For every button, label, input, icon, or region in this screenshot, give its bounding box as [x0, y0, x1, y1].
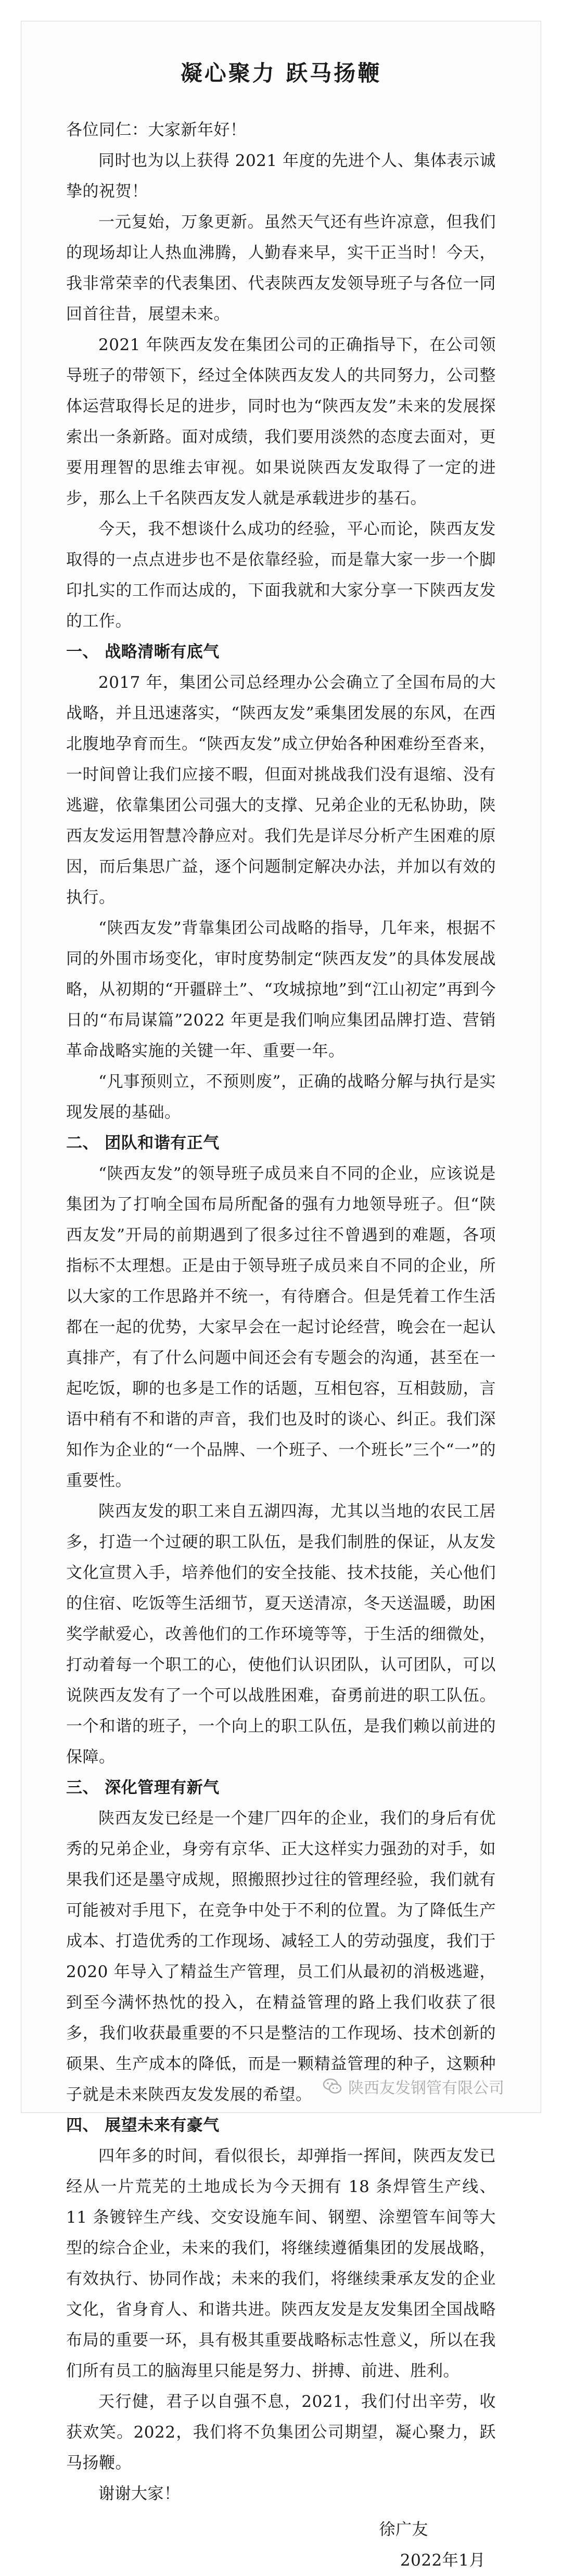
section-1-paragraph: “凡事预则立，不预则废”，正确的战略分解与执行是实现发展的基础。 — [66, 1072, 496, 1122]
greeting: 各位同仁：大家新年好！ — [66, 121, 247, 139]
section-4-paragraph: 四年多的时间，看似很长，却弹指一挥间，陕西友发已经从一片荒芜的土地成长为今天拥有 18 条焊管生产线、11 条镀锌生产线、交安设施车间、钢塑、涂塑管车间等大型的综合企业，未来的我们，将继续遵循集团的发展战略，有效执行、协同作战；未来的我们，将继续秉承友发的企业文化，省身育人、和谐共进。陕西友发是友发集团全国战略布局的重要一环，具有极其重要战略标志性意义，所以在我们所有员工的脑海里只能是努力、拼搏、前进、胜利。 — [66, 2147, 496, 2380]
signature-date: 2022年1月 — [400, 2551, 486, 2570]
watermark — [322, 2075, 504, 2098]
section-heading-1: 一、 战略清晰有底气 — [66, 643, 220, 661]
section-1-paragraph: “陕西友发”背靠集团公司战略的指导，几年来，根据不同的外围市场变化，审时度势制定“陕西友发”的具体发展战略，从初期的“开疆辟土”、“攻城掠地”到“江山初定”再到今日的“布局谋篇”2022 年更是我们响应集团品牌打造、营销革命战略实施的关键一年、重要一年。 — [66, 919, 496, 1060]
section-heading-3: 三、 深化管理有新气 — [66, 1778, 220, 1797]
intro-paragraph: 一元复始，万象更新。虽然天气还有些许凉意，但我们的现场却让人热血沸腾，人勤春来早，实干正当时！今天，我非常荣幸的代表集团、代表陕西友发领导班子与各位一同回首往昔，展望未来。 — [66, 213, 496, 324]
wechat-bubble-icon — [322, 2076, 343, 2097]
letter-page — [21, 21, 541, 2570]
closing-thanks: 谢谢大家！ — [98, 2484, 181, 2503]
section-2-paragraph: “陕西友发”的领导班子成员来自不同的企业，应该说是集团为了打响全国布局所配备的强有力地领导班子。但“陕西友发”开局的前期遇到了很多过往不曾遇到的难题，各项指标不太理想。正是由于领导班子成员来自不同的企业，所以大家的工作思路并不统一，有待磨合。但是凭着工作生活都在一起的优势，大家早会在一起讨论经营，晚会在一起认真排产，有了什么问题中间还会有专题会的沟通，甚至在一起吃饭，聊的也多是工作的话题，互相包容，互相鼓励，言语中稍有不和谐的声音，我们也及时的谈心、纠正。我们深知作为企业的“一个品牌、一个班子、一个班长”三个“一”的重要性。 — [66, 1164, 496, 1490]
intro-paragraph: 2021 年陕西友发在集团公司的正确指导下，在公司领导班子的带领下，经过全体陕西友发人的共同努力，公司整体运营取得长足的进步，同时也为“陕西友发”未来的发展探索出一条新路。面对成绩，我们要用淡然的态度去面对，更要用理智的思维去审视。如果说陕西友发取得了一定的进步，那么上千名陕西友发人就是承载进步的基石。 — [66, 336, 496, 508]
watermark-text: 陕西友发钢管有限公司 — [348, 2079, 504, 2097]
page-title: 凝心聚力 跃马扬鞭 — [180, 60, 382, 86]
section-heading-2: 二、 团队和谐有正气 — [66, 1134, 220, 1152]
section-2-paragraph: 陕西友发的职工来自五湖四海，尤其以当地的农民工居多，打造一个过硬的职工队伍，是我们制胜的保证，从友发文化宣贯入手，培养他们的安全技能、技术技能，关心他们的住宿、吃饭等生活细节，夏天送清凉，冬天送温暖，助困奖学献爱心，改善他们的工作环境等等，于生活的细微处，打动着每一个职工的心，使他们认识团队，认可团队，可以说陕西友发有了一个可以战胜困难，奋勇前进的职工队伍。一个和谐的班子，一个向上的职工队伍，是我们赖以前进的保障。 — [66, 1502, 496, 1766]
section-4-paragraph: 天行健，君子以自强不息，2021，我们付出辛劳，收获欢笑。2022，我们将不负集团公司期望，凝心聚力，跃马扬鞭。 — [66, 2392, 496, 2472]
section-1-paragraph: 2017 年，集团公司总经理办公会确立了全国布局的大战略，并且迅速落实，“陕西友发”乘集团发展的东风，在西北腹地孕育而生。“陕西友发”成立伊始各种困难纷至沓来，一时间曾让我们应接不暇，但面对挑战我们没有退缩、没有逃避，依靠集团公司强大的支撑、兄弟企业的无私协助，陕西友发运用智慧冷静应对。我们先是详尽分析产生困难的原因，而后集思广益，逐个问题制定解决办法，并加以有效的执行。 — [66, 673, 496, 907]
intro-paragraph: 同时也为以上获得 2021 年度的先进个人、集体表示诚挚的祝贺！ — [66, 151, 496, 201]
signature-name: 徐广友 — [379, 2520, 428, 2539]
letter-content — [66, 58, 496, 2576]
intro-paragraph: 今天，我不想谈什么成功的经验，平心而论，陕西友发取得的一点点进步也不是依靠经验，而是靠大家一步一个脚印扎实的工作而达成的，下面我就和大家分享一下陕西友发的工作。 — [66, 520, 496, 631]
section-heading-4: 四、 展望未来有豪气 — [66, 2116, 220, 2135]
section-3-paragraph: 陕西友发已经是一个建厂四年的企业，我们的身后有优秀的兄弟企业，身旁有京华、正大这样实力强劲的对手，如果我们还是墨守成规，照搬照抄过往的管理经验，我们就有可能被对手甩下，在竞争中处于不利的位置。为了降低生产成本、打造优秀的工作现场、减轻工人的劳动强度，我们于 2020 年导入了精益生产管理，员工们从最初的消极逃避，到至今满怀热忱的投入，在精益管理的路上我们收获了很多，我们收获最重要的不只是整洁的工作现场、技术创新的硕果、生产成本的降低，而是一颗精益管理的种子，这颗种子就是未来陕西友发发展的希望。 — [66, 1809, 496, 2104]
